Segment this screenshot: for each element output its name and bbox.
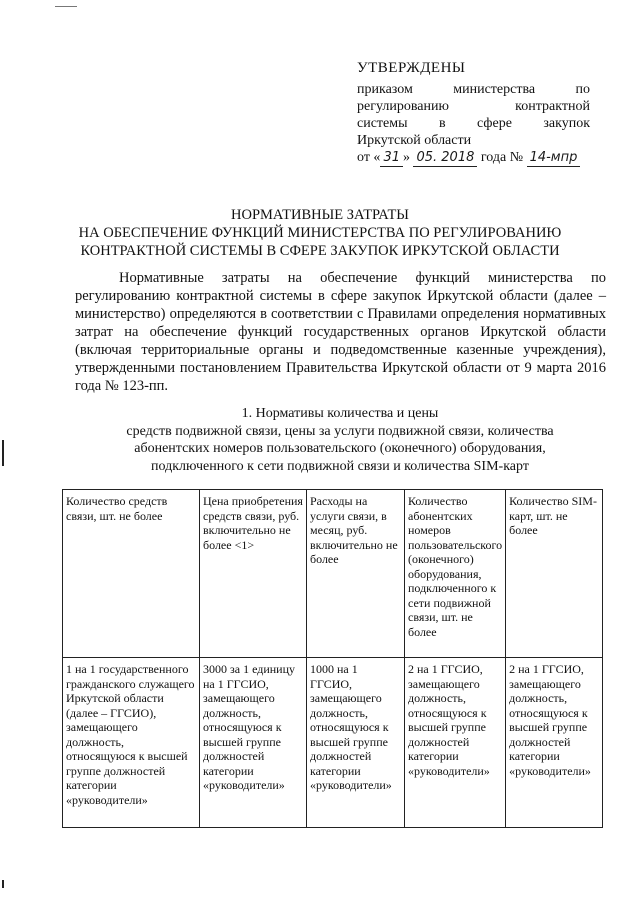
- intro-paragraph: Нормативные затраты на обеспечение функций министерства по регулированию контрактной системы в сфере закупок Иркутской области (далее – министерство) определяются в соответствии с Правилами определения нормативных затрат на обеспечение функций государственных органов Иркутской области (включая территориальные органы и подведомственные казенные учреждения), утвержденными постановлением Правительства Иркутской области от 9 марта 2016 года № 123-пп.: [75, 270, 606, 394]
- table-header-cell: Количество средств связи, шт. не более: [63, 490, 200, 658]
- table-cell: 2 на 1 ГГСИО, замещающего должность, относящуюся к высшей группе должностей категории «руководители»: [405, 658, 506, 828]
- approval-title: УТВЕРЖДЕНЫ: [357, 60, 466, 76]
- approval-line: Иркутской области: [357, 133, 472, 148]
- approval-line: приказом министерства по: [357, 82, 590, 97]
- table-cell: 2 на 1 ГГСИО, замещающего должность, относящуюся к высшей группе должностей категории «руководители»: [506, 658, 603, 828]
- approval-line: системы в сфере закупок: [357, 116, 590, 131]
- table-cell: 3000 за 1 единицу на 1 ГГСИО, замещающего должность, относящуюся к высшей группе должностей категории «руководители»: [200, 658, 307, 828]
- table-row: [63, 658, 603, 828]
- order-number-handwritten: 14-мпр: [527, 149, 581, 167]
- table-header-cell: Количество SIM-карт, шт. не более: [506, 490, 603, 658]
- date-month-handwritten: 05. 2018: [413, 149, 477, 167]
- scan-mark-left: [2, 440, 4, 466]
- document-heading: [60, 206, 580, 260]
- heading-line: КОНТРАКТНОЙ СИСТЕМЫ В СФЕРЕ ЗАКУПОК ИРКУТСКОЙ ОБЛАСТИ: [80, 243, 560, 259]
- section-heading: [80, 405, 600, 475]
- table-header-cell: Цена приобретения средств связи, руб. включительно не более <1>: [200, 490, 307, 658]
- heading-line: НА ОБЕСПЕЧЕНИЕ ФУНКЦИЙ МИНИСТЕРСТВА ПО РЕГУЛИРОВАНИЮ: [78, 225, 562, 241]
- section-line: средств подвижной связи, цены за услуги подвижной связи, количества: [126, 423, 554, 439]
- date-prefix: от «: [357, 150, 381, 165]
- table-header-cell: Количество абонентских номеров пользовательского (оконечного) оборудования, подключенного к сети подвижной связи, шт. не более: [405, 490, 506, 658]
- section-line: подключенного к сети подвижной связи и количества SIM-карт: [151, 458, 529, 474]
- heading-line: НОРМАТИВНЫЕ ЗАТРАТЫ: [231, 207, 409, 223]
- table-header-cell: Расходы на услуги связи, в месяц, руб. включительно не более: [307, 490, 405, 658]
- table-cell: 1000 на 1 ГГСИО, замещающего должность, относящуюся к высшей группе должностей категории «руководители»: [307, 658, 405, 828]
- scan-mark-top: [55, 6, 77, 7]
- norms-table: [62, 489, 603, 828]
- date-mid: »: [402, 150, 410, 165]
- table-cell: 1 на 1 государственного гражданского служащего Иркутской области (далее – ГГСИО), замещающего должность, относящуюся к высшей группе должностей категории «руководители»: [63, 658, 200, 828]
- approval-line: регулированию контрактной: [357, 99, 590, 114]
- section-line: абонентских номеров пользовательского (оконечного) оборудования,: [134, 441, 546, 456]
- date-suffix: года №: [480, 150, 524, 165]
- scan-mark-bottom: [2, 880, 4, 888]
- table-header-row: [63, 490, 603, 658]
- date-day-handwritten: 31: [380, 149, 403, 167]
- section-line: 1. Нормативы количества и цены: [241, 406, 439, 421]
- approval-block: [357, 60, 590, 167]
- approval-date-line: [357, 149, 590, 167]
